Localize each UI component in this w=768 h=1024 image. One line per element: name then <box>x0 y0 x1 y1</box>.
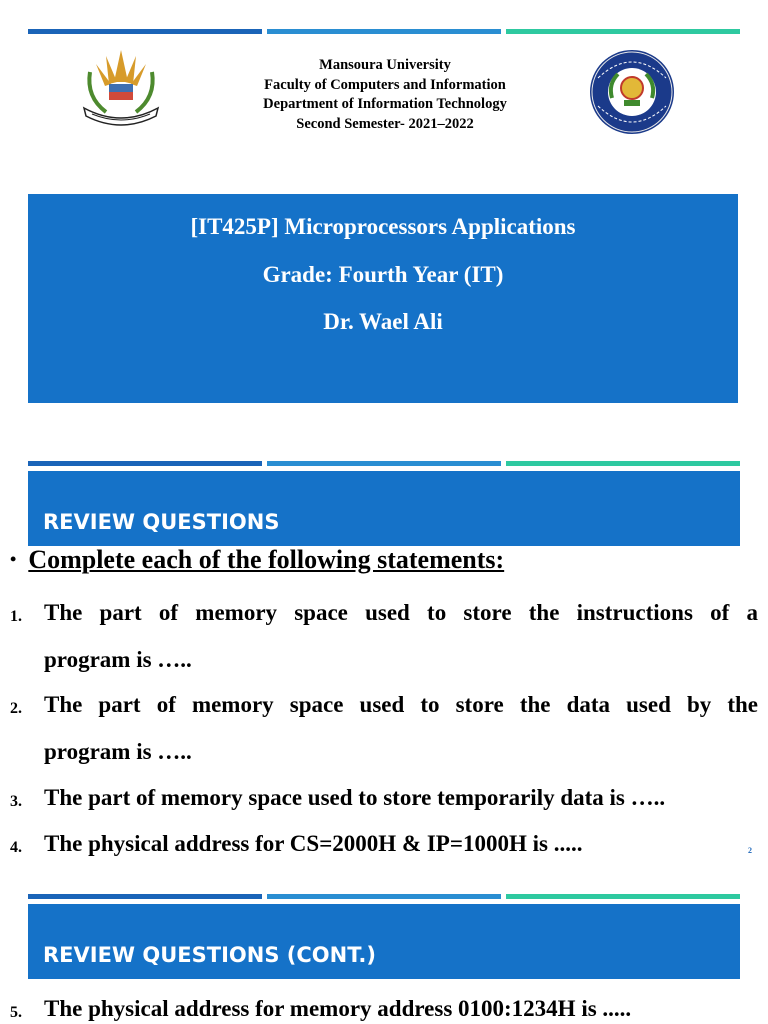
instructor-name: Dr. Wael Ali <box>323 309 443 334</box>
university-name: Mansoura University <box>319 57 451 73</box>
instruction-text: Complete each of the following statements: <box>28 545 505 574</box>
question-text-line1: The physical address for CS=2000H & IP=1000H is ..... <box>44 831 583 856</box>
question-number: 4. <box>10 839 22 856</box>
top-bar-light-blue <box>267 29 501 34</box>
grade-label: Grade: Fourth Year (IT) <box>262 262 504 287</box>
university-header <box>230 56 540 134</box>
semester: Second Semester- 2021–2022 <box>296 115 474 132</box>
course-title: [IT425P] Microprocessors Applications <box>190 214 576 239</box>
question-text-line2: program is ….. <box>44 647 192 672</box>
question-text-line1: The part of memory space used to store the data used by the <box>44 692 758 717</box>
slide2-heading: REVIEW QUESTIONS <box>43 510 280 534</box>
question-text-line1: The part of memory space used to store temporarily data is ….. <box>44 785 666 810</box>
question-number: 5. <box>10 1004 22 1021</box>
mansoura-university-logo <box>76 42 166 132</box>
bullet-icon: • <box>10 549 17 569</box>
course-title-box <box>28 194 738 403</box>
question-text-line2: program is ….. <box>44 739 192 764</box>
question-item <box>10 785 758 815</box>
question-text-line1: The physical address for memory address 0100:1234H is ..... <box>44 996 632 1021</box>
question-item <box>10 831 758 861</box>
instruction-bullet <box>10 545 504 575</box>
question-item <box>10 996 758 1024</box>
department-name: Department of Information Technology <box>263 96 507 112</box>
question-number: 2. <box>10 700 22 717</box>
question-number: 1. <box>10 608 22 625</box>
slide2-bar-dark-blue <box>28 461 262 466</box>
slide2-bar-teal <box>506 461 740 466</box>
top-bar-dark-blue <box>28 29 262 34</box>
slide3-heading-banner <box>28 904 740 979</box>
page-number: 2 <box>748 846 752 855</box>
slide3-heading: REVIEW QUESTIONS (CONT.) <box>43 943 376 967</box>
slide3-bar-dark-blue <box>28 894 262 899</box>
question-number: 3. <box>10 793 22 810</box>
slide3-bar-teal <box>506 894 740 899</box>
slide2-bar-light-blue <box>267 461 501 466</box>
slide3-bar-light-blue <box>267 894 501 899</box>
faculty-name: Faculty of Computers and Information <box>264 76 506 93</box>
question-item <box>10 600 758 680</box>
top-bar-teal <box>506 29 740 34</box>
question-text-line1: The part of memory space used to store the instructions of a <box>44 600 758 625</box>
question-item <box>10 692 758 772</box>
slide2-heading-banner <box>28 471 740 546</box>
faculty-of-computers-logo <box>588 48 676 136</box>
